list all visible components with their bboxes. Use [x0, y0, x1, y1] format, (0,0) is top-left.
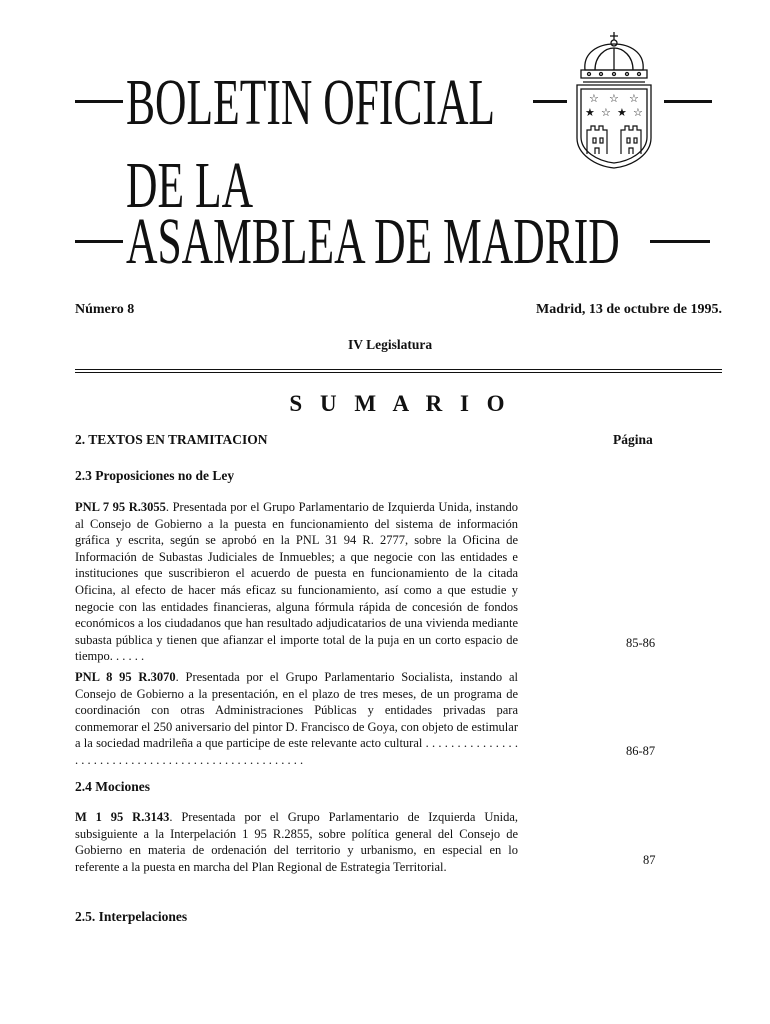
- svg-text:☆: ☆: [609, 92, 619, 105]
- madrid-coat-of-arms-icon: [567, 30, 661, 170]
- masthead-dash-left-1: [75, 100, 123, 103]
- entry-page-number: 86-87: [626, 744, 656, 758]
- subsection-2-4: 2.4 Mociones: [75, 779, 150, 794]
- svg-text:★: ★: [617, 106, 627, 119]
- issue-date: Madrid, 13 de octubre de 1995.: [535, 302, 722, 317]
- svg-text:★: ★: [585, 106, 595, 119]
- masthead-dash-left-3: [75, 240, 123, 243]
- entry-reference: PNL 7 95 R.3055: [75, 500, 166, 514]
- summary-entry: [75, 669, 518, 769]
- entry-text: . Presentada por el Grupo Parlamentario Socialista, instando al Consejo de Gobierno a la presentación, en el plazo de tres meses, de un programa de coordinación con otras Administraciones Públicas y entidades privadas para conmemorar el 250 aniversario del pintor D. Francisco de Goya, con objeto de estimular a la sociedad madrileña a que participe de este relevante acto cultural . . . . . . . . . . . . . . . . . . . . . . . . . . . . . . . . . . . . . . . . . . . . . . . . . . . .: [75, 670, 518, 767]
- summary-entry: [75, 809, 518, 875]
- masthead-dash-right-3: [650, 240, 710, 243]
- svg-text:☆: ☆: [601, 106, 611, 119]
- entry-reference: PNL 8 95 R.3070: [75, 670, 176, 684]
- page-title: S U M A R I O: [289, 391, 511, 416]
- entry-page-number: 85-86: [626, 636, 656, 650]
- summary-entry: [75, 499, 518, 665]
- masthead-line-2: DE LA: [126, 149, 254, 222]
- divider-rule-top: [75, 369, 722, 370]
- legislature: IV Legislatura: [348, 337, 433, 352]
- entry-text: . Presentada por el Grupo Parlamentario de Izquierda Unida, instando al Consejo de Gobierno a la puesta en funcionamiento del sistema de información gráfica y escrita, según se aprobó en la PNL 31 94 R. 2777, sobre la Oficina de Información de Subastas Judiciales de Inmuebles; a que negocie con las entidades e instituciones que suscribieron el acuerdo de puesta en funcionamiento de la citada Oficina, al efecto de hacer más eficaz su funcionamiento, así como a que estudie y negocie con las entidades financieras, alguna fórmula rápida de concesión de fondos económicos a los ciudadanos que han resultado adjudicatarios de una vivienda mediante subasta pública y tienen que afianzar el importe total de la puja en un corto espacio de tiempo. . . . . .: [75, 500, 518, 664]
- section-heading: 2. TEXTOS EN TRAMITACION: [75, 432, 268, 447]
- svg-text:☆: ☆: [633, 106, 643, 119]
- entry-reference: M 1 95 R.3143: [75, 810, 170, 824]
- subsection-2-5: 2.5. Interpelaciones: [75, 909, 188, 924]
- svg-text:☆: ☆: [589, 92, 599, 105]
- entry-page-number: 87: [643, 853, 656, 867]
- svg-text:☆: ☆: [629, 92, 639, 105]
- masthead-dash-right-1: [533, 100, 567, 103]
- divider-rule-bottom: [75, 372, 722, 373]
- entry-text: . Presentada por el Grupo Parlamentario de Izquierda Unida, subsiguiente a la Interpelación 1 95 R.2855, sobre política general del Consejo de Gobierno en materia de ordenación del territorio y urbanismo, en especial en lo referente a la puesta en marcha del Plan Regional de Estrategia Territorial.: [75, 810, 518, 874]
- subsection-2-3: 2.3 Proposiciones no de Ley: [75, 468, 235, 483]
- issue-number: Número 8: [75, 302, 135, 317]
- masthead-line-3: ASAMBLEA DE MADRID: [126, 205, 620, 278]
- masthead-dash-right-1b: [664, 100, 712, 103]
- page-column-label: Página: [613, 432, 653, 447]
- masthead-line-1: BOLETIN OFICIAL: [126, 66, 496, 139]
